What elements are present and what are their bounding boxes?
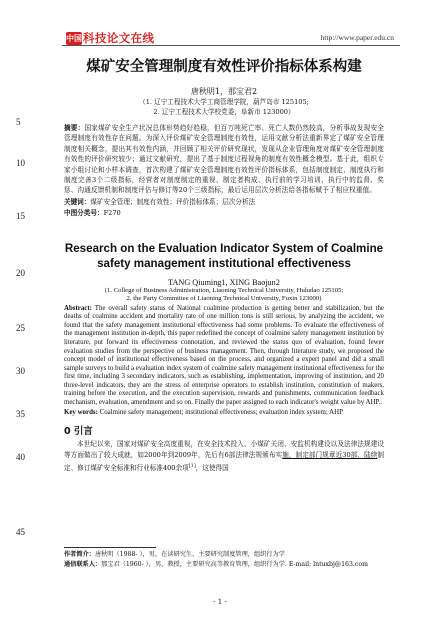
footnotes (64, 550, 394, 570)
en-keywords-text: Coalmine safety management; institutional effectiveness; evaluation index system; AHP (99, 409, 343, 417)
en-affiliation-1: (1. College of Business Administration, Liaoning Technical University, Huludao 125105; (104, 286, 344, 294)
line-number: 10 (16, 158, 25, 168)
line-number: 20 (16, 268, 25, 278)
footnote-contact-label: 通信联系人： (64, 561, 102, 568)
citation-ref[interactable]: [1] (188, 463, 196, 470)
footnote-rule (64, 547, 156, 548)
site-logo[interactable] (66, 30, 154, 46)
footnote-contact (64, 560, 394, 570)
line-number: 40 (16, 452, 25, 462)
line-number: 5 (16, 117, 21, 127)
en-keywords-label: Key words: (64, 409, 98, 417)
cn-authors: 唐秋明1，那宝君2 (190, 87, 258, 96)
intro-paragraph (64, 439, 384, 475)
cn-clc-text: F270 (103, 209, 121, 218)
footnote-author (64, 550, 394, 560)
en-abstract-label: Abstract: (64, 304, 92, 312)
line-number: 30 (16, 366, 25, 376)
cn-affiliation-2: 2. 辽宁工程技术大学校党委，阜新市 123000） (153, 108, 295, 116)
line-number: 35 (16, 409, 25, 419)
page-header (0, 0, 440, 44)
cn-abstract (64, 123, 384, 196)
paper-body (64, 52, 384, 475)
en-authors: TANG Qiuming1, XING Baojun2 (168, 277, 280, 287)
cn-abstract-label: 摘要： (64, 124, 85, 132)
footnote-author-label: 作者简介： (64, 551, 95, 558)
en-title: Research on the Evaluation Indicator System of Coalmine safety management institutional effectiveness (64, 241, 384, 271)
logo-text: 科技论文在线 (83, 31, 155, 45)
cn-affiliation-1: （1. 辽宁工程技术大学工商管理学院，葫芦岛市 125105; (139, 98, 309, 106)
intro-text: ，这使得国 (195, 464, 229, 473)
en-keywords (64, 409, 384, 418)
intro-text: 本世纪以来，国家对煤矿安全高度重视，在安全技术投入、小煤矿关闭、安监机构建设以及法律法规建设等方面做出了较大成就，如2000年到2009年，先后有6部法律法规颁布实 (64, 439, 384, 460)
intro-text: 制定、修订煤矿安全标准和行业标准400余项 (64, 451, 385, 473)
page-number: - 1 - (213, 598, 227, 606)
line-number: 25 (16, 323, 25, 333)
cn-keywords-label: 关键词： (64, 197, 91, 206)
intro-underlined: 施，制定部门规章近30部，陆续 (282, 451, 378, 460)
section-heading-intro: 0 引言 (64, 425, 93, 437)
line-number: 15 (16, 211, 25, 221)
en-abstract (64, 305, 384, 408)
cn-keywords-text: 煤矿安全管理；制度有效性；评价指标体系；层次分析法 (90, 197, 256, 206)
en-abstract-text: The overall safety status of National coalmine production is getting better and stabilization, but the deaths of coalmine accident and mortality rate of one million tons is still serious, by analyzing the accident, we found that the safety management institutional effectiveness had some problems. To evaluate the effectiveness of the management institution in-depth, this paper redefined the concept of coalmine safety management institution by literature, put forward its effectiveness connotation, and reviewed the status quo of evaluation, found fewer evaluation studies from the perspective of business management. Then, through literature study, we proposed the concept model of institutional effectiveness based on the process, and organized a expert panel and did a small sample surveys to build a evaluation index system of coalmine safety management institutional effectiveness for the first time, including 3 secondary indicators, such as establishing, implementation, improving of institution, and 20 three-level indicators, they are the stress of enterprise operators to establish institution, constitution of makers, training before the execution, and the execution supervision, rewards and punishments, communication feedback mechanism, evaluation, amendment and so on. Finally the paper assigned to each indicator's weight value by AHP.. (64, 304, 385, 406)
line-number: 45 (16, 527, 25, 537)
site-url[interactable]: http://www.paper.edu.cn (320, 33, 394, 42)
cn-clc-label: 中图分类号： (64, 209, 104, 218)
footnote-contact-text: 那宝君（1960- ），男，教授，主要研究高等教育管理，组织行为学. E-mail: lntuxbj@163.com (101, 561, 368, 568)
footnote-author-text: 唐秋明（1988- ），男，在读研究生，主要研究制度管理，组织行为学 (94, 551, 285, 558)
logo-badge: 中国 (66, 33, 82, 43)
header-rule (62, 45, 400, 46)
cn-keywords (64, 197, 384, 207)
cn-clc (64, 208, 384, 218)
cn-abstract-text: 国家煤矿安全生产状况总体形势趋好趋稳，但百万吨死亡率、死亡人数仍然较高，分析事故发现安全管理制度有效性存在问题。为深入评价煤矿安全管理制度有效性，运用文献分析法重新界定了煤矿安全管理制度相关概念，提出其有效性内涵，并回顾了相关评价研究现状，发现从企业管理角度对煤矿安全管理制度有效性的评价研究较少；通过文献研究，提出了基于制度过程视角的制度有效性概念模型。基于此，组织专家小组讨论和小样本调查，首次构建了煤矿安全管理制度有效性评价指标体系，包括制度制定、制度执行和制度完善3个二级指标，经营者对制度制定的重视、制定者构成、执行前的学习培训、执行中的监督、奖惩、沟通反馈机制和制度评估与修订等20个三级指标，最后运用层次分析法给各指标赋予了相应权重值。 (64, 124, 384, 195)
cn-title: 煤矿安全管理制度有效性评价指标体系构建 (86, 59, 362, 75)
en-affiliation-2: 2. the Party Committee of Liaoning Technical University, Fuxin 123000) (126, 295, 322, 303)
